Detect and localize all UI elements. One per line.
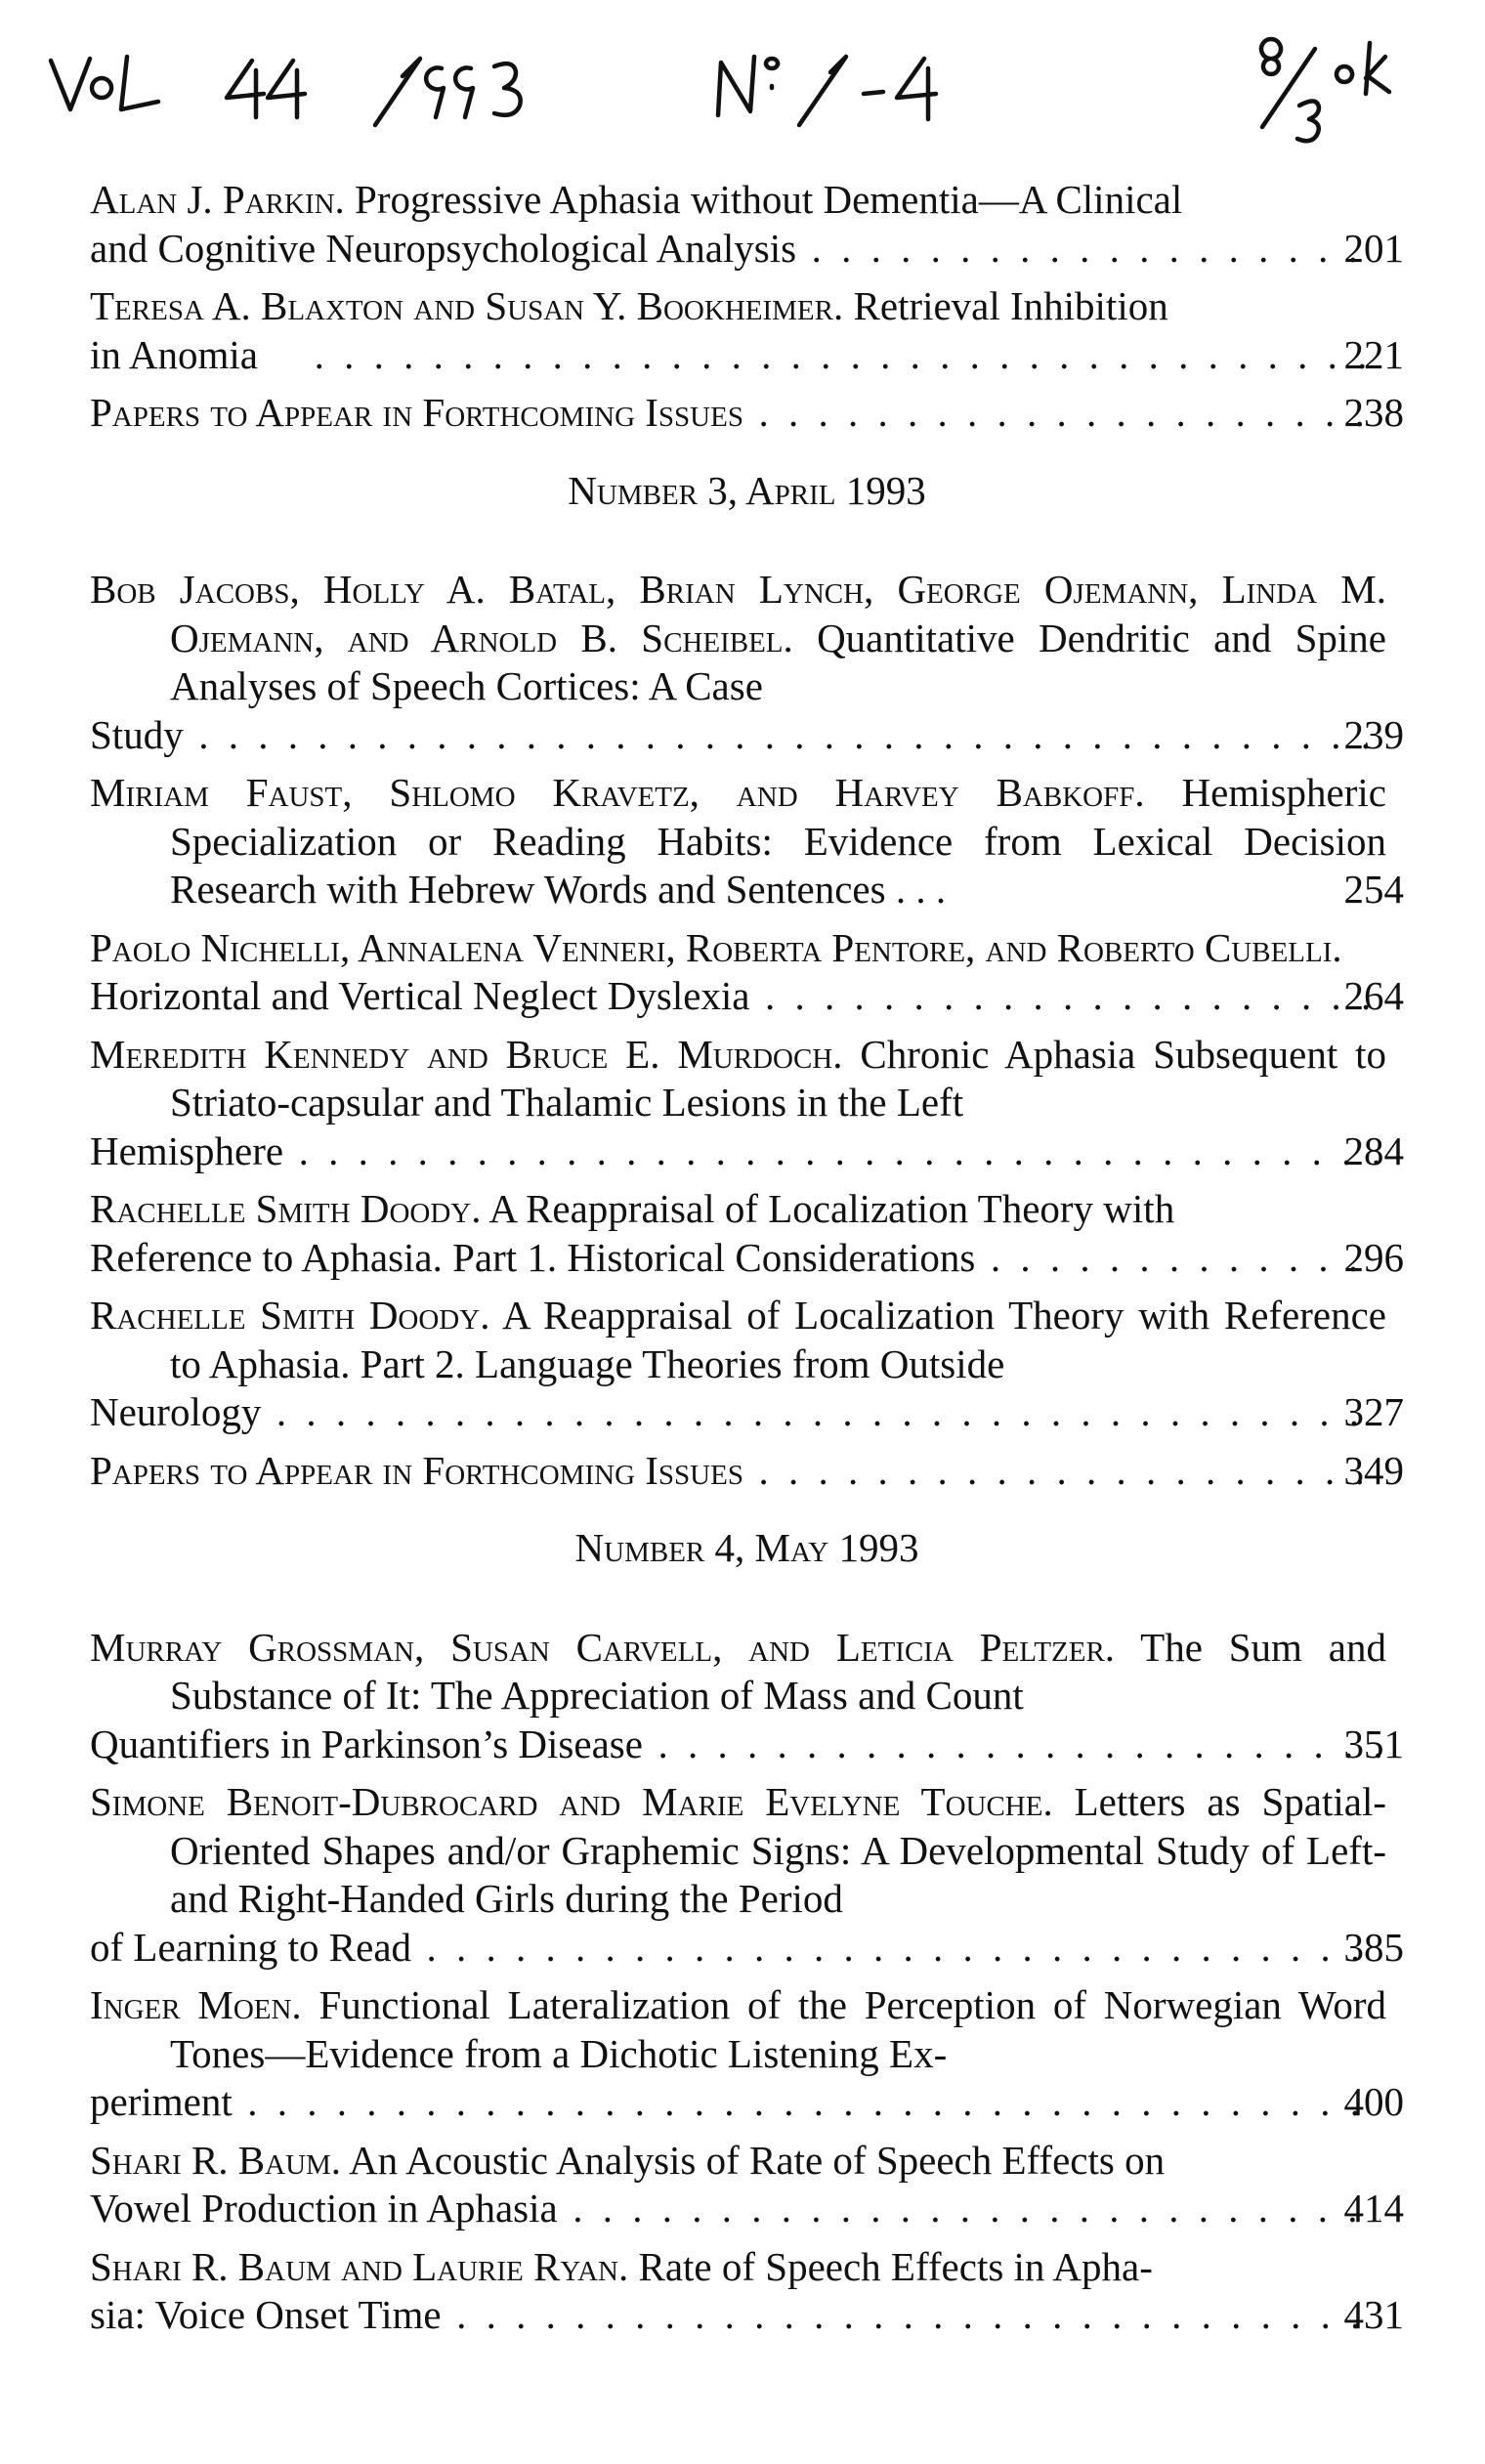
handwriting-strokes	[0, 0, 1485, 176]
entry-last-line	[90, 1127, 1386, 1176]
entry-title: Hemispheric Specialization or Reading Habits: Evidence from Lexical Decision Research with Hebrew Words and Sentences	[170, 770, 1386, 912]
entry-title-end: Hemisphere	[90, 1127, 284, 1173]
dot-leader	[649, 1721, 1380, 1769]
entry-text	[90, 389, 1386, 438]
entry-authors: Miriam Faust, Shlomo Kravetz, and Harvey Babkoff.	[90, 770, 1145, 815]
entry-authors: Meredith Kennedy and Bruce E. Murdoch.	[90, 1031, 843, 1077]
entry-authors: Teresa A. Blaxton and Susan Y. Bookheimer.	[90, 283, 844, 328]
entry-title: Rate of Speech Effects in Apha-	[638, 2243, 1153, 2289]
page-number: 351	[1343, 1721, 1404, 1766]
entry-title-end: Quantifiers in Parkinson’s Disease	[90, 1721, 643, 1766]
entry-title-end: sia: Voice Onset Time	[90, 2292, 442, 2337]
entry-authors: Inger Moen.	[90, 1982, 302, 2027]
table-of-contents	[90, 176, 1404, 2350]
page-number: 254	[1343, 867, 1404, 912]
entry-last-line	[90, 972, 1386, 1021]
entry-title: Chronic Aphasia Subsequent to Striato-capsular and Thalamic Lesions in the Left	[170, 1031, 1386, 1125]
entry-title: Functional Lateralization of the Perception of Norwegian Word Tones—Evidence from a Dichotic Listening Ex-	[170, 1982, 1386, 2076]
entry-title-end: Horizontal and Vertical Neglect Dyslexia	[90, 973, 750, 1018]
toc-entry	[90, 769, 1404, 914]
dot-leader	[447, 2291, 1380, 2340]
entry-authors: Simone Benoit-Dubrocard and Marie Evelyne Touche.	[90, 1779, 1053, 1824]
entry-last-line	[90, 711, 1386, 760]
entry-last-line	[90, 2078, 1386, 2127]
entry-last-line	[90, 1234, 1386, 1283]
entry-text	[90, 282, 1386, 379]
entry-text	[90, 1981, 1386, 2127]
page-number: 414	[1343, 2186, 1404, 2230]
entry-title-end: Study	[90, 711, 184, 757]
entry-text	[90, 769, 1386, 914]
entry-title: A Reappraisal of Localization Theory with Reference to Aphasia. Part 2. Language Theories from Outside	[170, 1293, 1386, 1386]
dot-leader	[756, 972, 1381, 1021]
section-heading: Number 3, April 1993	[568, 467, 926, 513]
forthcoming-papers-label: Papers to Appear in Forthcoming Issues	[90, 1447, 743, 1493]
entry-title-end: and Cognitive Neuropsychological Analysis	[90, 225, 797, 271]
entry-authors: Bob Jacobs, Holly A. Batal, Brian Lynch, George Ojemann, Linda M. Ojemann, and Arnold B. Scheibel.	[90, 567, 1386, 660]
entry-last-line	[90, 225, 1386, 274]
page-number: 327	[1343, 1389, 1404, 1434]
entry-authors: Shari R. Baum.	[90, 2137, 342, 2183]
entry-last-line	[90, 389, 1386, 438]
entry-title: An Acoustic Analysis of Rate of Speech Effects on	[349, 2137, 1166, 2183]
entry-text	[90, 924, 1386, 1021]
entry-text	[90, 1447, 1386, 1496]
page-number: 221	[1343, 331, 1404, 377]
entry-text	[90, 2243, 1386, 2340]
entry-title-end: Vowel Production in Aphasia	[90, 2186, 558, 2230]
dot-leader	[190, 711, 1380, 760]
entry-text	[90, 1185, 1386, 1282]
toc-entry	[90, 282, 1404, 379]
page-number: 201	[1343, 225, 1404, 271]
entry-title: Quantitative Dendritic and Spine Analyses of Speech Cortices: A Case	[170, 615, 1387, 708]
toc-entry	[90, 924, 1404, 1021]
entry-title-end: in Anomia	[90, 331, 258, 377]
toc-entry	[90, 566, 1404, 759]
entry-title: Retrieval Inhibition	[853, 283, 1168, 328]
dot-leader	[802, 225, 1380, 274]
entry-authors: Murray Grossman, Susan Carvell, and Leticia Peltzer.	[90, 1624, 1116, 1670]
toc-entry	[90, 1292, 1404, 1437]
page-number: 296	[1343, 1234, 1404, 1280]
page-number: 385	[1343, 1924, 1404, 1970]
page-number: 431	[1343, 2292, 1404, 2337]
entry-title: The Sum and Substance of It: The Appreciation of Mass and Count	[170, 1624, 1386, 1718]
entry-authors: Shari R. Baum and Laurie Ryan.	[90, 2243, 629, 2289]
entry-text	[90, 1292, 1386, 1437]
entry-last-line	[90, 331, 1386, 380]
entry-last-line	[90, 1388, 1386, 1437]
entry-authors: Paolo Nichelli, Annalena Venneri, Roberta Pentore, and Roberto Cubelli.	[90, 924, 1342, 970]
entry-title-end: periment	[90, 2079, 233, 2124]
dot-leader	[238, 2078, 1380, 2127]
page-number: 238	[1343, 390, 1404, 435]
dot-leader	[417, 1924, 1380, 1973]
page-number: 264	[1343, 973, 1404, 1018]
entry-title-end: of Learning to Read	[90, 1924, 412, 1970]
entry-title-end: Reference to Aphasia. Part 1. Historical Considerations	[90, 1234, 976, 1280]
entry-last-line	[90, 1447, 1386, 1496]
dot-leader	[289, 1127, 1380, 1176]
entry-last-line	[90, 1721, 1386, 1769]
dot-leader	[267, 1388, 1380, 1437]
entry-text	[90, 566, 1386, 759]
entry-last-line	[90, 1924, 1386, 1973]
entry-last-line	[90, 2291, 1386, 2340]
handwritten-annotation	[0, 0, 1485, 176]
dot-leader	[749, 389, 1380, 438]
page-number: 239	[1343, 711, 1404, 757]
entry-title: Letters as Spatial-Oriented Shapes and/or Graphemic Signs: A Developmental Study of Left- and Right-Handed Girls during the Period	[170, 1779, 1387, 1921]
section-heading: Number 4, May 1993	[574, 1525, 919, 1570]
toc-entry	[90, 1778, 1404, 1972]
dot-leader	[564, 2185, 1380, 2233]
toc-entry	[90, 1624, 1404, 1769]
toc-entry	[90, 1185, 1404, 1282]
entry-authors: Rachelle Smith Doody.	[90, 1186, 482, 1231]
dot-leader: . . .	[895, 867, 947, 912]
toc-entry	[90, 1031, 1404, 1176]
toc-entry	[90, 2243, 1404, 2340]
entry-last-line	[90, 2185, 1386, 2233]
entry-text	[90, 1624, 1386, 1769]
page-number: 400	[1343, 2079, 1404, 2124]
entry-text	[90, 1031, 1386, 1176]
entry-title: A Reappraisal of Localization Theory with	[488, 1186, 1175, 1231]
dot-leader	[749, 1447, 1380, 1496]
entry-text	[90, 2137, 1386, 2233]
entry-authors: Rachelle Smith Doody.	[90, 1293, 490, 1338]
entry-text	[90, 176, 1386, 273]
page-number: 349	[1343, 1447, 1404, 1493]
toc-entry	[90, 176, 1404, 273]
toc-entry	[90, 389, 1404, 438]
entry-authors: Alan J. Parkin.	[90, 177, 345, 222]
toc-entry	[90, 1447, 1404, 1496]
entry-title: Progressive Aphasia without Dementia—A Clinical	[355, 177, 1183, 222]
toc-entry	[90, 2137, 1404, 2233]
dot-leader	[305, 331, 1380, 380]
toc-entry	[90, 1981, 1404, 2127]
entry-text	[90, 1778, 1386, 1972]
forthcoming-papers-label: Papers to Appear in Forthcoming Issues	[90, 390, 743, 435]
entry-title-end: Neurology	[90, 1389, 262, 1434]
page-number: 284	[1343, 1127, 1404, 1173]
